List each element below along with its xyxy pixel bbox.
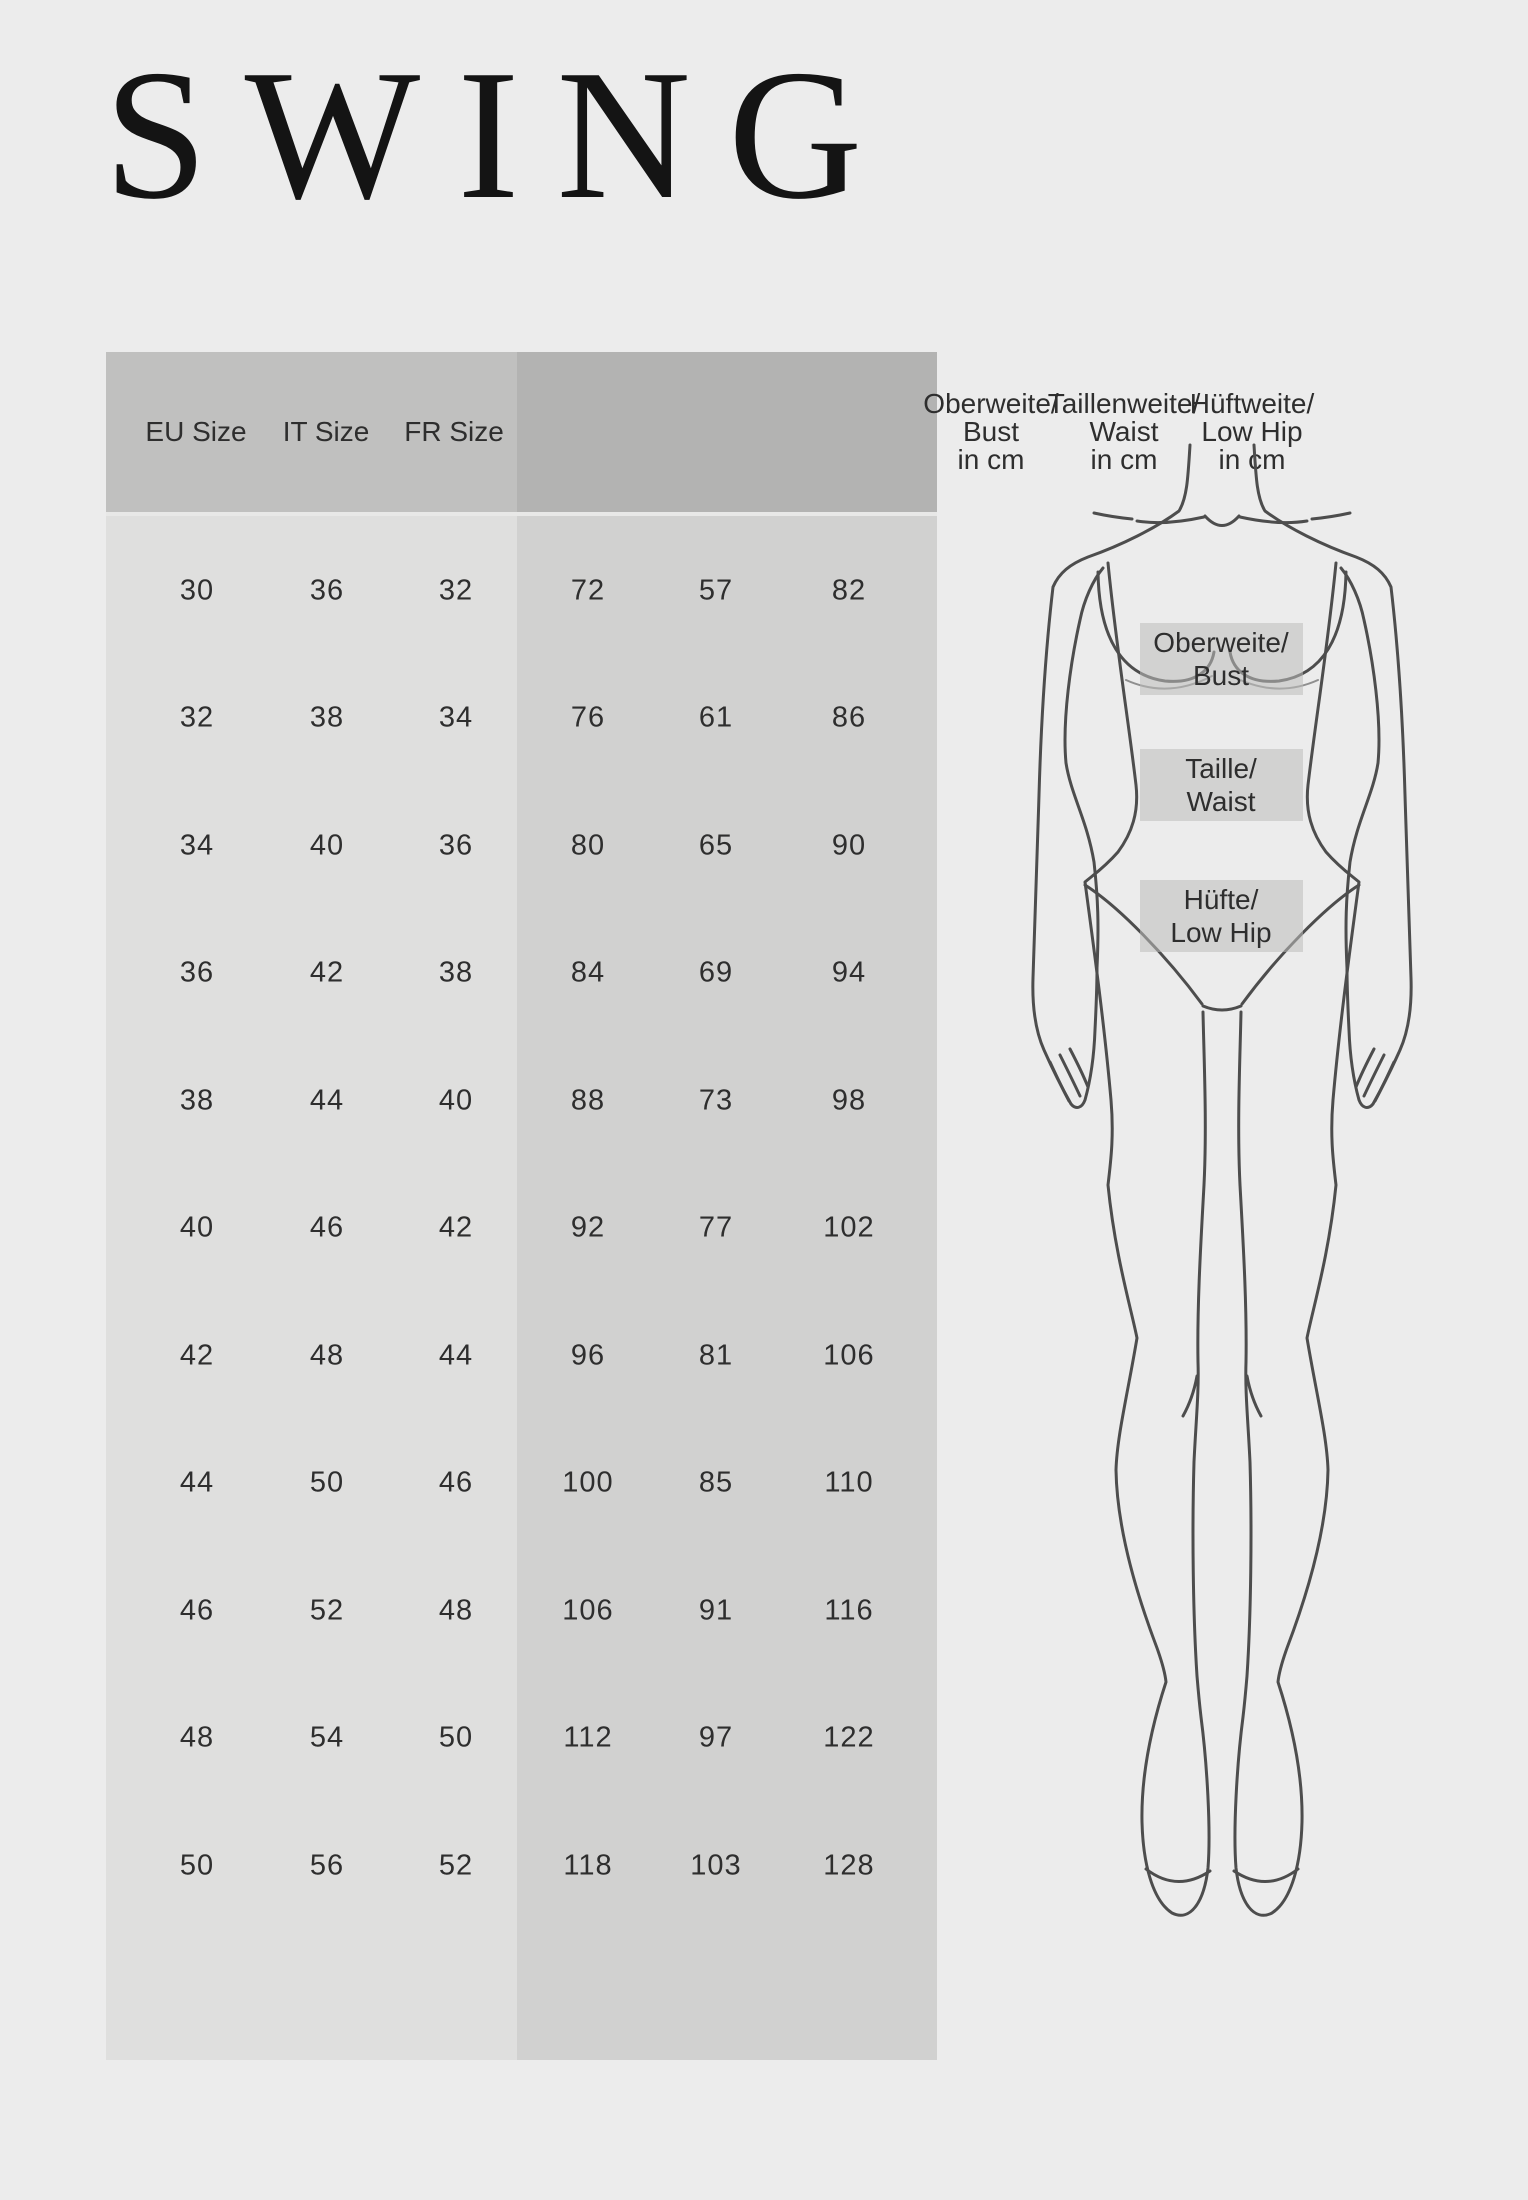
table-row xyxy=(106,1420,937,1548)
header-waist-unit: in cm xyxy=(1090,444,1158,475)
size-value-cell: 72 xyxy=(570,574,606,607)
size-value-cell: 69 xyxy=(698,956,734,989)
table-row xyxy=(106,910,937,1038)
size-value-cell: 77 xyxy=(698,1211,734,1244)
size-value-cell: 98 xyxy=(831,1084,867,1117)
size-value-cell: 106 xyxy=(823,1339,875,1372)
size-value-cell: 42 xyxy=(438,1211,474,1244)
size-value-cell: 97 xyxy=(698,1721,734,1754)
table-row xyxy=(106,782,937,910)
size-value-cell: 44 xyxy=(179,1466,215,1499)
table-row xyxy=(106,1165,937,1293)
size-value-cell: 102 xyxy=(823,1211,875,1244)
figure-knee-line xyxy=(1183,1376,1197,1416)
figure-label-hip xyxy=(1140,880,1303,952)
figure-shoulder-dash xyxy=(1094,513,1132,519)
size-value-cell: 38 xyxy=(179,1084,215,1117)
header-bust-en: Bust xyxy=(962,416,1020,447)
size-value-cell: 34 xyxy=(438,701,474,734)
waist-label-line1: Taille/ xyxy=(1185,753,1257,784)
size-value-cell: 90 xyxy=(831,829,867,862)
table-row xyxy=(106,1037,937,1165)
size-value-cell: 48 xyxy=(309,1339,345,1372)
header-waist-en: Waist xyxy=(1089,416,1159,447)
header-it-size: IT Size xyxy=(282,416,370,447)
size-value-cell: 103 xyxy=(690,1849,742,1882)
size-value-cell: 40 xyxy=(179,1211,215,1244)
table-row xyxy=(106,1292,937,1420)
size-table-header-measurements xyxy=(517,352,1315,512)
size-value-cell: 52 xyxy=(438,1849,474,1882)
size-value-cell: 91 xyxy=(698,1594,734,1627)
size-value-cell: 92 xyxy=(570,1211,606,1244)
brand-logo: SWING xyxy=(104,32,900,238)
header-hip-en: Low Hip xyxy=(1201,416,1303,447)
size-value-cell: 86 xyxy=(831,701,867,734)
size-value-cell: 30 xyxy=(179,574,215,607)
size-value-cell: 85 xyxy=(698,1466,734,1499)
size-value-cell: 112 xyxy=(563,1721,613,1754)
header-waist-de: Taillenweite/ xyxy=(1047,388,1201,419)
size-value-cell: 88 xyxy=(570,1084,606,1117)
size-value-cell: 46 xyxy=(179,1594,215,1627)
hip-label-line2: Low Hip xyxy=(1170,917,1272,948)
size-value-cell: 73 xyxy=(698,1084,734,1117)
header-fr-size: FR Size xyxy=(404,416,504,447)
size-value-cell: 40 xyxy=(309,829,345,862)
size-value-cell: 116 xyxy=(824,1594,874,1627)
size-value-cell: 42 xyxy=(309,956,345,989)
size-value-cell: 84 xyxy=(570,956,606,989)
table-row xyxy=(106,655,937,783)
size-value-cell: 110 xyxy=(824,1466,874,1499)
size-value-cell: 44 xyxy=(309,1084,345,1117)
size-value-cell: 36 xyxy=(438,829,474,862)
size-value-cell: 82 xyxy=(831,574,867,607)
size-value-cell: 38 xyxy=(438,956,474,989)
size-value-cell: 128 xyxy=(823,1849,875,1882)
size-value-cell: 50 xyxy=(179,1849,215,1882)
bust-label-line1: Oberweite/ xyxy=(1153,627,1289,658)
size-table-body xyxy=(106,516,937,2060)
size-value-cell: 52 xyxy=(309,1594,345,1627)
body-measurement-figure xyxy=(1020,430,1460,1940)
figure-label-waist xyxy=(1140,749,1303,821)
table-row xyxy=(106,527,937,655)
size-value-cell: 118 xyxy=(563,1849,613,1882)
size-value-cell: 65 xyxy=(698,829,734,862)
size-table-rows xyxy=(106,516,937,1930)
size-value-cell: 80 xyxy=(570,829,606,862)
table-row xyxy=(106,1675,937,1803)
size-value-cell: 44 xyxy=(438,1339,474,1372)
size-value-cell: 32 xyxy=(179,701,215,734)
size-value-cell: 57 xyxy=(698,574,734,607)
size-table-header xyxy=(106,352,1315,512)
size-value-cell: 32 xyxy=(438,574,474,607)
waist-label-line2: Waist xyxy=(1186,786,1256,817)
size-value-cell: 50 xyxy=(309,1466,345,1499)
size-value-cell: 46 xyxy=(438,1466,474,1499)
size-value-cell: 94 xyxy=(831,956,867,989)
table-row xyxy=(106,1802,937,1930)
figure-crotch-line xyxy=(1203,1006,1241,1010)
size-value-cell: 48 xyxy=(438,1594,474,1627)
figure-toe-line xyxy=(1146,1869,1210,1882)
size-value-cell: 42 xyxy=(179,1339,215,1372)
header-hip-de: Hüftweite/ xyxy=(1189,388,1315,419)
size-value-cell: 96 xyxy=(570,1339,606,1372)
header-bust-de: Oberweite/ xyxy=(923,388,1059,419)
size-value-cell: 106 xyxy=(562,1594,614,1627)
header-bust-unit: in cm xyxy=(957,444,1025,475)
size-value-cell: 81 xyxy=(698,1339,734,1372)
header-eu-size: EU Size xyxy=(145,416,247,447)
size-value-cell: 38 xyxy=(309,701,345,734)
figure-label-bust xyxy=(1140,623,1303,695)
hip-label-line1: Hüfte/ xyxy=(1183,884,1259,915)
size-value-cell: 50 xyxy=(438,1721,474,1754)
size-value-cell: 40 xyxy=(438,1084,474,1117)
size-value-cell: 36 xyxy=(309,574,345,607)
figure-neck-notch xyxy=(1205,516,1239,526)
size-value-cell: 48 xyxy=(179,1721,215,1754)
bust-label-line2: Bust xyxy=(1192,660,1250,691)
size-value-cell: 100 xyxy=(562,1466,614,1499)
size-value-cell: 61 xyxy=(698,701,734,734)
size-value-cell: 46 xyxy=(309,1211,345,1244)
size-table-header-sizes xyxy=(106,352,517,512)
size-value-cell: 34 xyxy=(179,829,215,862)
header-hip-unit: in cm xyxy=(1218,444,1286,475)
size-value-cell: 56 xyxy=(309,1849,345,1882)
size-value-cell: 122 xyxy=(823,1721,875,1754)
size-value-cell: 76 xyxy=(570,701,606,734)
size-value-cell: 36 xyxy=(179,956,215,989)
size-value-cell: 54 xyxy=(309,1721,345,1754)
table-row xyxy=(106,1547,937,1675)
